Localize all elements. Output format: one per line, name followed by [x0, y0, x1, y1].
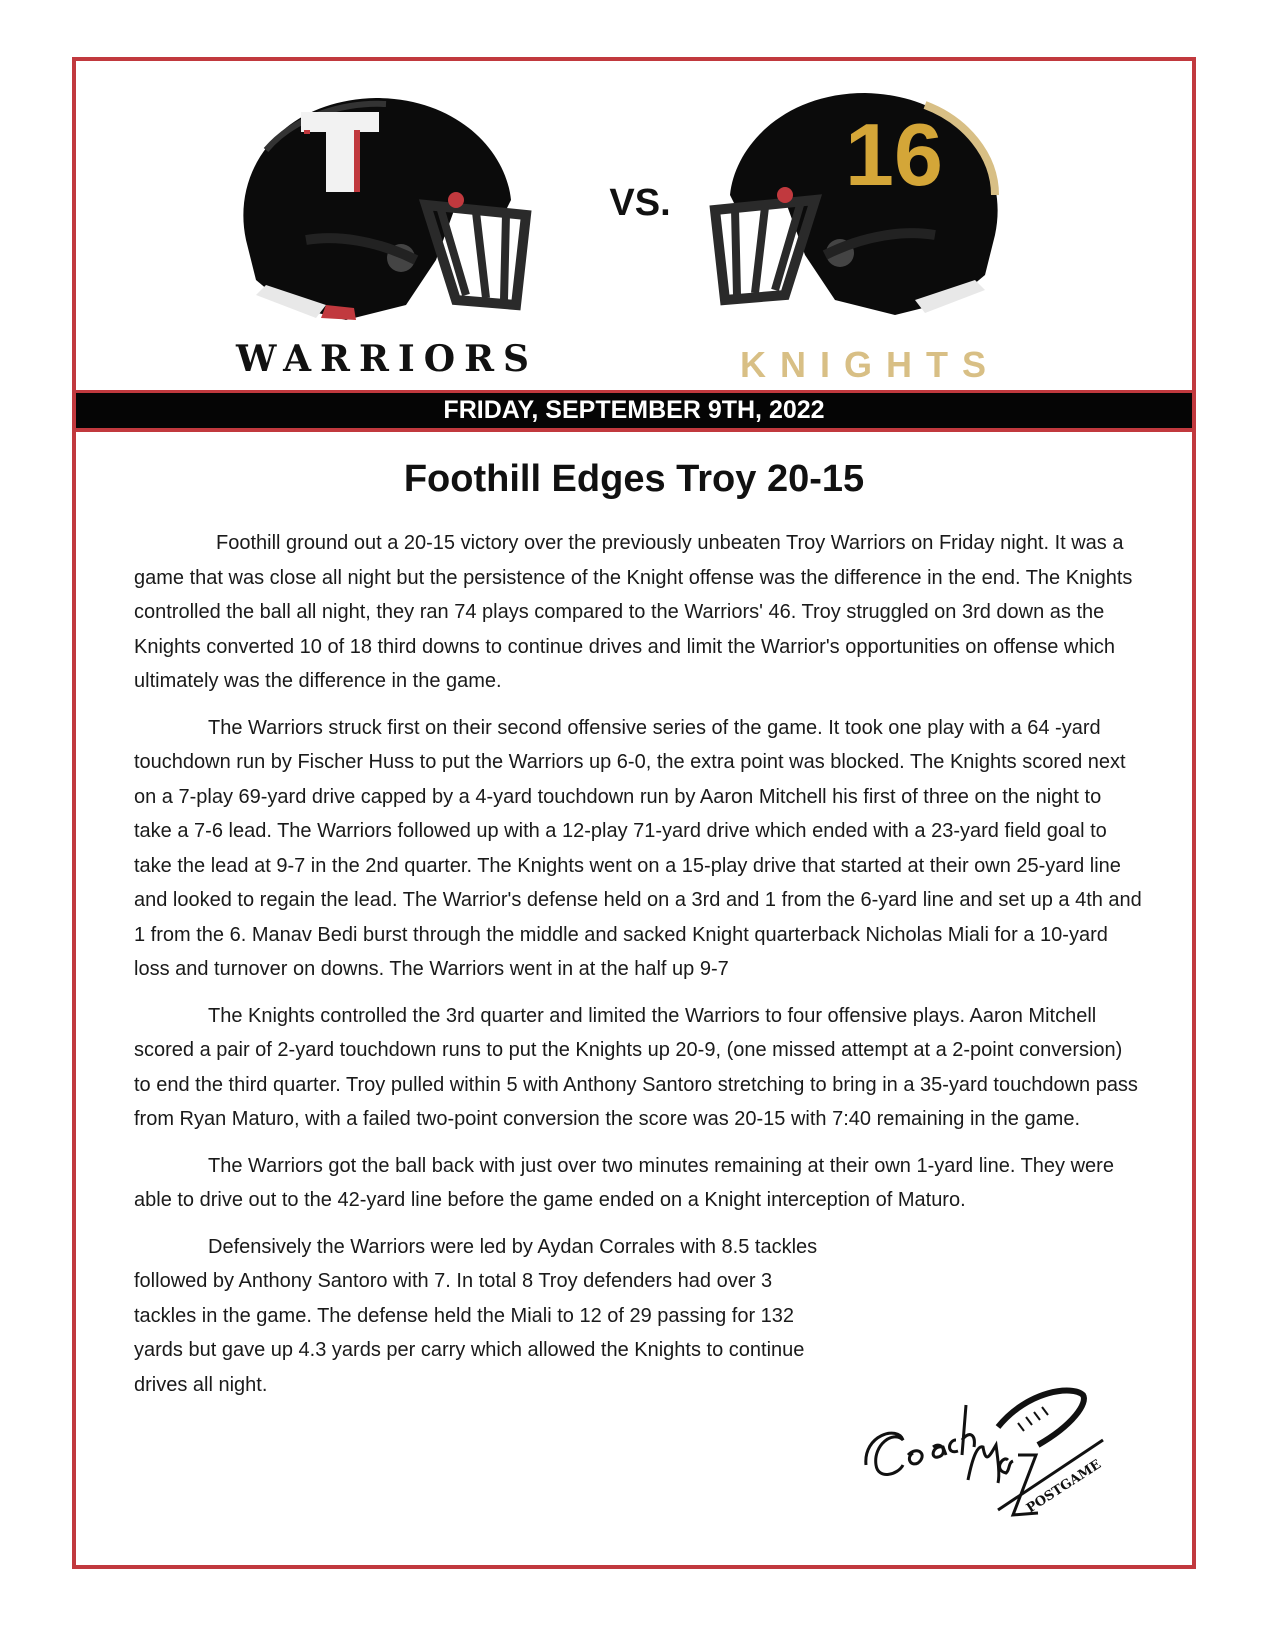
article-body [134, 526, 1144, 1414]
article-paragraph: The Knights controlled the 3rd quarter and limited the Warriors to four offensive plays. Aaron Mitchell scored a pair of 2-yard touchdown runs to put the Knights up 20-9, (one missed attempt at a 2-point conversion) to end the third quarter. Troy pulled within 5 with Anthony Santoro stretching to bring in a 35-yard touchdown pass from Ryan Maturo, with a failed two-point conversion the score was 20-15 with 7:40 remaining in the game. [134, 1004, 1138, 1130]
article-paragraph: Defensively the Warriors were led by Aydan Corrales with 8.5 tackles followed by Anthony Santoro with 7. In total 8 Troy defenders had over 3 tackles in the game. The defense held the Miali to 12 of 29 passing for 132 yards but gave up 4.3 yards per carry which allowed the Knights to continue drives all night. [134, 1235, 818, 1396]
article-paragraph: Foothill ground out a 20-15 victory over the previously unbeaten Troy Warriors on Friday night. It was a game that was close all night but the persistence of the Knight offense was the difference in the end. The Knights controlled the ball all night, they ran 74 plays compared to the Warriors' 46. Troy struggled on 3rd down as the Knights converted 10 of 18 third downs to continue drives and limit the Warrior's opportunities on offense which ultimately was the difference in the game. [134, 532, 1133, 692]
article-headline: Foothill Edges Troy 20-15 [403, 458, 865, 500]
warriors-helmet-letter: T [226, 90, 227, 91]
away-team-name: KNIGHTS [740, 344, 1000, 385]
knights-helmet-icon [695, 85, 1015, 317]
versus-label: VS. [609, 182, 671, 224]
article-paragraph: The Warriors struck first on their second offensive series of the game. It took one play with a 64 -yard touchdown run by Fischer Huss to put the Warriors up 6-0, the extra point was blocked. The Knights scored next on a 7-play 69-yard drive capped by a 4-yard touchdown run by Aaron Mitchell his first of three on the night to take a 7-6 lead. The Warriors followed up with a 12-play 71-yard drive which ended with a 23-yard field goal to take the lead at 9-7 in the 2nd quarter. The Knights went on a 15-play drive that started at their own 25-yard line and looked to regain the lead. The Warrior's defense held on a 3rd and 1 from the 6-yard line and set up a 4th and 1 from the 6. Manav Bedi burst through the middle and sacked Knight quarterback Nicholas Miali for a 10-yard loss and turnover on downs. The Warriors went in at the half up 9-7 [134, 716, 1142, 980]
game-date-banner: FRIDAY, SEPTEMBER 9TH, 2022 [76, 390, 1192, 432]
knights-helmet-number: 16 [845, 105, 943, 204]
article-paragraph: The Warriors got the ball back with just over two minutes remaining at their own 1-yard line. They were able to drive out to the 42-yard line before the game ended on a Knight interception of Maturo. [134, 1154, 1114, 1211]
home-team-name: WARRIORS [236, 338, 539, 380]
warriors-helmet-icon [226, 90, 546, 322]
coach-maz-signature-logo [858, 1385, 1113, 1525]
signature-postgame-tag: POSTGAME [1024, 1457, 1105, 1517]
